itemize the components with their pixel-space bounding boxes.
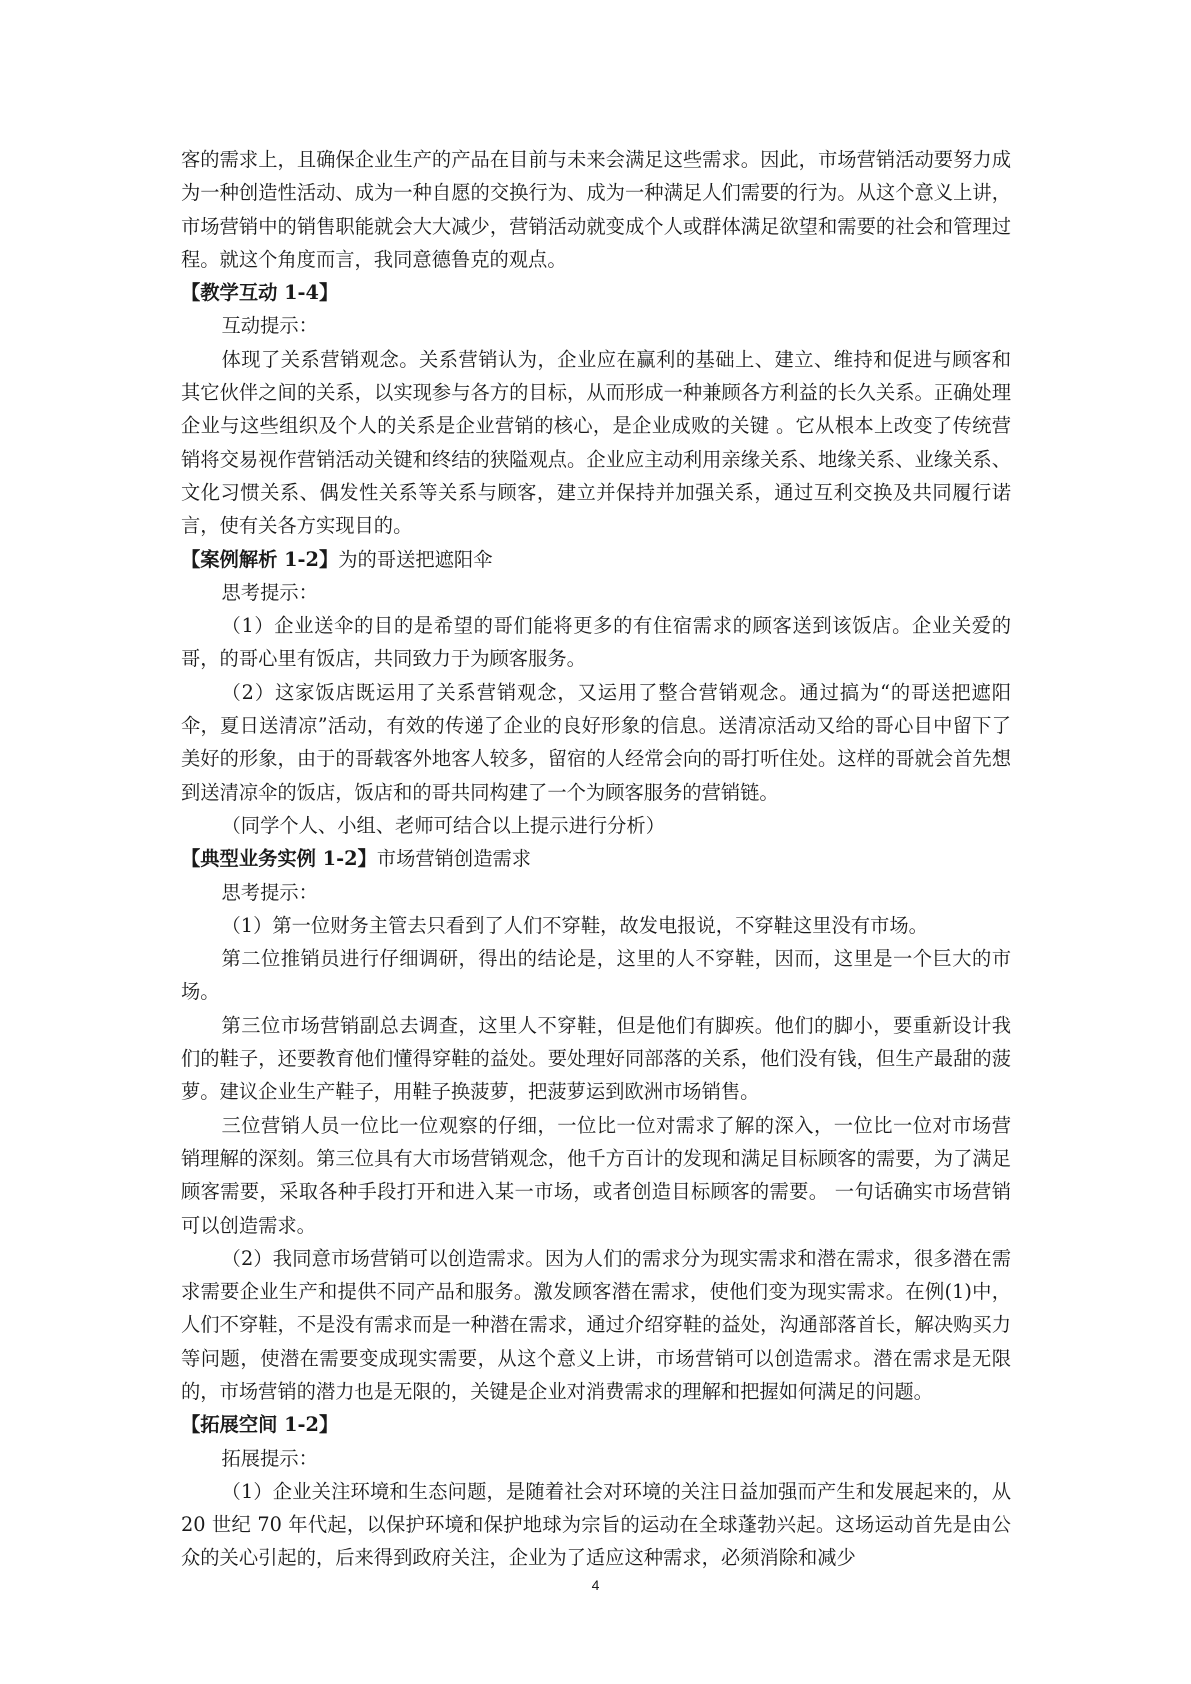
page-content (181, 143, 1011, 1575)
paragraph-continuation: 客的需求上，且确保企业生产的产品在目前与未来会满足这些需求。因此，市场营销活动要努力成为一种创造性活动、成为一种自愿的交换行为、成为一种满足人们需要的行为。从这个意义上讲，市场营销中的销售职能就会大大减少，营销活动就变成个人或群体满足欲望和需要的社会和管理过程。就这个角度而言，我同意德鲁克的观点。 (181, 148, 1011, 271)
case-hint-label: 思考提示： (221, 580, 318, 604)
paragraph-example-summary: 三位营销人员一位比一位观察的仔细，一位比一位对需求了解的深入，一位比一位对市场营销理解的深刻。第三位具有大市场营销观念，他千方百计的发现和满足目标顾客的需要，为了满足顾客需要，采取各种手段打开和进入某一市场，或者创造目标顾客的需要。 一句话确实市场营销可以创造需求。 (181, 1113, 1011, 1237)
extension-hint-label: 拓展提示： (221, 1446, 318, 1470)
section-heading-teaching-interaction: 【教学互动 1-4】 (181, 281, 339, 305)
paragraph-relationship-marketing: 体现了关系营销观念。关系营销认为，企业应在赢利的基础上、建立、维持和促进与顾客和其它伙伴之间的关系，以实现参与各方的目标，从而形成一种兼顾各方利益的长久关系。正确处理企业与这些组织及个人的关系是企业营销的核心，是企业成败的关键 。它从根本上改变了传统营销将交易视作营销活动关键和终结的狭隘观点。企业应主动利用亲缘关系、地缘关系、业缘关系、文化习惯关系、偶发性关系等关系与顾客，建立并保持并加强关系，通过互利交换及共同履行诺言，使有关各方实现目的。 (181, 347, 1011, 538)
paragraph-example-point-2: （2）我同意市场营销可以创造需求。因为人们的需求分为现实需求和潜在需求，很多潜在需求需要企业生产和提供不同产品和服务。激发顾客潜在需求，使他们变为现实需求。在例(1)中，人们不穿鞋，不是没有需求而是一种潜在需求，通过介绍穿鞋的益处，沟通部落首长，解决购买力等问题，使潜在需要变成现实需要，从这个意义上讲，市场营销可以创造需求。潜在需求是无限的，市场营销的潜力也是无限的，关键是企业对消费需求的理解和把握如何满足的问题。 (181, 1246, 1011, 1403)
case-analysis-label: 【案例解析 1-2】 (181, 547, 339, 571)
paragraph-case-note: （同学个人、小组、老师可结合以上提示进行分析） (221, 813, 665, 837)
paragraph-case-point-2: （2）这家饭店既运用了关系营销观念，又运用了整合营销观念。通过搞为“的哥送把遮阳伞，夏日送清凉”活动，有效的传递了企业的良好形象的信息。送清凉活动又给的哥心目中留下了美好的形象，由于的哥载客外地客人较多，留宿的人经常会向的哥打听住处。这样的哥就会首先想到送清凉伞的饭店，饭店和的哥共同构建了一个为顾客服务的营销链。 (181, 680, 1011, 804)
paragraph-example-third: 第三位市场营销副总去调查，这里人不穿鞋，但是他们有脚疾。他们的脚小，要重新设计我们的鞋子，还要教育他们懂得穿鞋的益处。要处理好同部落的关系，他们没有钱，但生产最甜的菠萝。建议企业生产鞋子，用鞋子换菠萝，把菠萝运到欧洲市场销售。 (181, 1013, 1011, 1104)
paragraph-example-point-1: （1）第一位财务主管去只看到了人们不穿鞋，故发电报说，不穿鞋这里没有市场。 (221, 913, 928, 937)
page-number: 4 (591, 1577, 600, 1593)
business-hint-label: 思考提示： (221, 880, 318, 904)
paragraph-case-point-1: （1）企业送伞的目的是希望的哥们能将更多的有住宿需求的顾客送到该饭店。企业关爱的哥，的哥心里有饭店，共同致力于为顾客服务。 (181, 614, 1011, 671)
interaction-hint-label: 互动提示： (221, 314, 318, 338)
paragraph-extension-point-1: （1）企业关注环境和生态问题，是随着社会对环境的关注日益加强而产生和发展起来的，从 20 世纪 70 年代起，以保护环境和保护地球为宗旨的运动在全球蓬勃兴起。这场运动首先是由公众的关心引起的，后来得到政府关注，企业为了适应这种需求，必须消除和减少 (181, 1479, 1011, 1570)
business-example-title: 市场营销创造需求 (376, 847, 532, 871)
case-analysis-title: 为的哥送把遮阳伞 (338, 547, 493, 571)
paragraph-example-second: 第二位推销员进行仔细调研，得出的结论是，这里的人不穿鞋，因而，这里是一个巨大的市场。 (181, 947, 1011, 1004)
section-heading-extension: 【拓展空间 1-2】 (181, 1413, 339, 1437)
section-heading-case-analysis (181, 543, 1011, 576)
business-example-label: 【典型业务实例 1-2】 (181, 847, 377, 871)
section-heading-business-example (181, 842, 1011, 875)
